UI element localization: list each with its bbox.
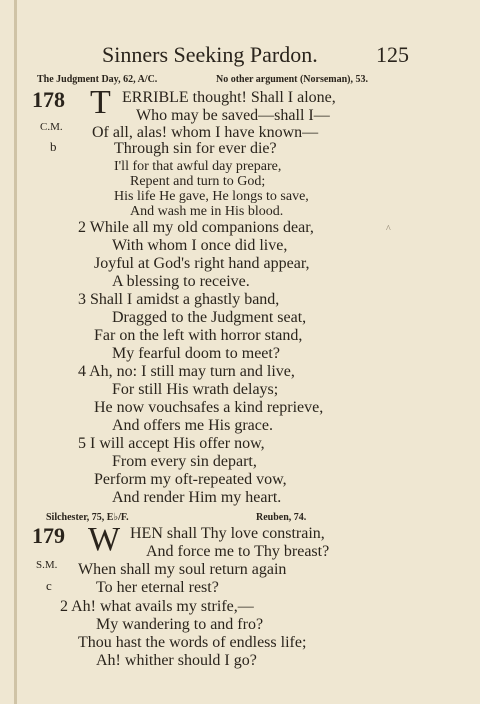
- hymn178-line-21: 5 I will accept His offer now,: [78, 435, 265, 452]
- page-number: 125: [376, 42, 409, 67]
- margin-caret-mark: ^: [386, 224, 391, 235]
- hymn178-line-1: ERRIBLE thought! Shall I alone,: [122, 89, 336, 106]
- hymn178-line-11: Joyful at God's right hand appear,: [94, 255, 310, 272]
- hymn178-line-23: Perform my oft-repeated vow,: [94, 471, 287, 488]
- hymn179-line-4: To her eternal rest?: [96, 579, 219, 596]
- hymn178-line-14: Dragged to the Judgment seat,: [112, 309, 307, 326]
- hymn178-number: 178: [32, 87, 65, 112]
- hymn178-line-4: Through sin for ever die?: [114, 140, 277, 157]
- hymn178-line-6: Repent and turn to God;: [130, 174, 266, 189]
- hymn179-drop-cap: W: [88, 521, 121, 558]
- hymn179-line-3: When shall my soul return again: [78, 561, 287, 578]
- hymn178-tune-right: No other argument (Norseman), 53.: [216, 74, 369, 85]
- hymn178-drop-cap: T: [90, 84, 111, 121]
- hymn178-line-8: And wash me in His blood.: [130, 204, 284, 219]
- hymn178-line-16: My fearful doom to meet?: [112, 345, 280, 362]
- hymn178-meter: C.M.: [40, 121, 63, 133]
- hymn178-line-7: His life He gave, He longs to save,: [114, 189, 309, 204]
- hymn178-line-12: A blessing to receive.: [112, 273, 250, 290]
- hymn178-line-18: For still His wrath delays;: [112, 381, 279, 398]
- hymn178-line-24: And render Him my heart.: [112, 489, 282, 506]
- hymn178-line-19: He now vouchsafes a kind reprieve,: [94, 399, 324, 416]
- hymn179-number: 179: [32, 523, 65, 548]
- hymn178-line-22: From every sin depart,: [112, 453, 257, 470]
- hymn178-line-5: I'll for that awful day prepare,: [114, 159, 282, 174]
- page-edge: [14, 0, 17, 704]
- hymn179-tune-left: Silchester, 75, E♭/F.: [46, 512, 129, 523]
- hymn178-line-10: With whom I once did live,: [112, 237, 288, 254]
- hymn178-key: b: [50, 139, 57, 154]
- hymn178-line-15: Far on the left with horror stand,: [94, 327, 303, 344]
- hymn179-line-1: HEN shall Thy love constrain,: [130, 525, 325, 542]
- hymn179-line-5: 2 Ah! what avails my strife,—: [60, 598, 254, 615]
- hymn178-line-3: Of all, alas! whom I have known—: [92, 124, 319, 141]
- hymn179-line-7: Thou hast the words of endless life;: [78, 634, 307, 651]
- hymn179-tune-right: Reuben, 74.: [256, 512, 307, 523]
- hymn179-line-2: And force me to Thy breast?: [146, 543, 330, 560]
- hymn179-key: c: [46, 578, 52, 593]
- hymn178-line-13: 3 Shall I amidst a ghastly band,: [78, 291, 280, 308]
- hymn178-line-9: 2 While all my old companions dear,: [78, 219, 314, 236]
- hymn179-meter: S.M.: [36, 559, 58, 571]
- hymn178-line-2: Who may be saved—shall I—: [136, 107, 330, 124]
- page-header-title: Sinners Seeking Pardon.: [102, 42, 318, 67]
- hymn178-tune-left: The Judgment Day, 62, A/C.: [37, 74, 158, 85]
- hymn179-line-8: Ah! whither should I go?: [96, 652, 257, 669]
- hymn178-line-20: And offers me His grace.: [112, 417, 273, 434]
- hymn178-line-17: 4 Ah, no: I still may turn and live,: [78, 363, 295, 380]
- hymn179-line-6: My wandering to and fro?: [96, 616, 264, 633]
